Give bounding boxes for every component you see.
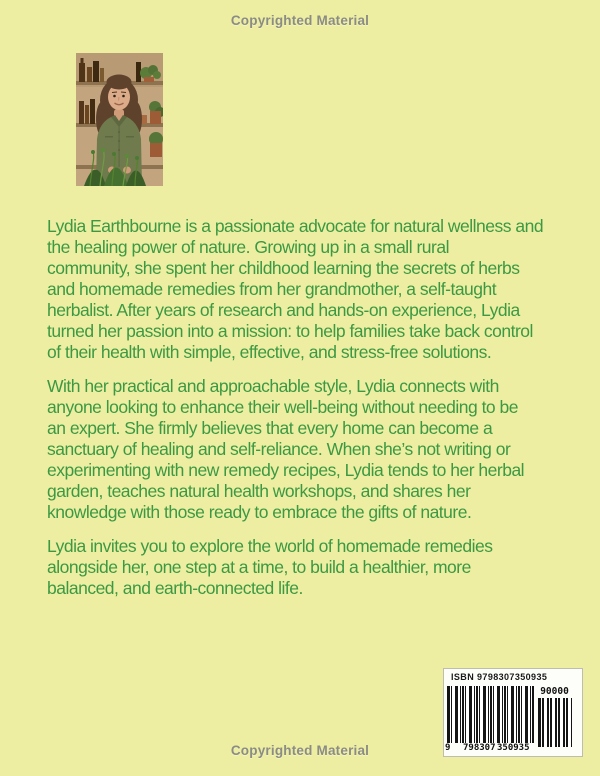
author-bio [47, 216, 572, 612]
copyright-watermark-bottom: Copyrighted Material [230, 743, 370, 758]
bio-line: herbalist. After years of research and hands-on experience, Lydia [47, 300, 520, 320]
barcode-digit-group2: 350935 [497, 743, 530, 753]
bio-line: of their health with simple, effective, and stress-free solutions. [47, 342, 492, 362]
barcode-digit-left: 9 [445, 743, 451, 753]
ean13-barcode-bars [447, 686, 534, 743]
author-photo-illustration [76, 53, 163, 186]
bio-line: Lydia invites you to explore the world of homemade remedies [47, 536, 493, 556]
bio-paragraph-3 [47, 536, 572, 599]
bio-line: With her practical and approachable style, Lydia connects with [47, 376, 499, 396]
barcode-digit-group1: 798307 [463, 743, 496, 753]
author-photo [76, 53, 163, 186]
copyright-watermark-top: Copyrighted Material [230, 13, 370, 28]
bio-line: anyone looking to enhance their well-being without needing to be [47, 397, 518, 417]
bio-line: Lydia Earthbourne is a passionate advocate for natural wellness and [47, 216, 544, 236]
isbn-label: ISBN 9798307350935 [451, 672, 548, 682]
bio-line: an expert. She firmly believes that every home can become a [47, 418, 493, 438]
bio-line: and homemade remedies from her grandmother, a self-taught [47, 279, 497, 299]
bio-line: experimenting with new remedy recipes, Lydia tends to her herbal [47, 460, 525, 480]
bio-line: alongside her, one step at a time, to build a healthier, more [47, 557, 471, 577]
bio-line: turned her passion into a mission: to help families take back control [47, 321, 533, 341]
bio-paragraph-1 [47, 216, 572, 363]
bio-line: community, she spent her childhood learning the secrets of herbs [47, 258, 520, 278]
addon-barcode-bars [538, 698, 572, 747]
bio-line: sanctuary of healing and self-reliance. When she’s not writing or [47, 439, 511, 459]
bio-line: knowledge with those ready to embrace the gifts of nature. [47, 502, 472, 522]
barcode-addon-code: 90000 [540, 686, 569, 697]
bio-line: garden, teaches natural health workshops, and shares her [47, 481, 471, 501]
bio-line: balanced, and earth-connected life. [47, 578, 303, 598]
bio-line: the healing power of nature. Growing up in a small rural [47, 237, 449, 257]
bio-paragraph-2 [47, 376, 572, 523]
